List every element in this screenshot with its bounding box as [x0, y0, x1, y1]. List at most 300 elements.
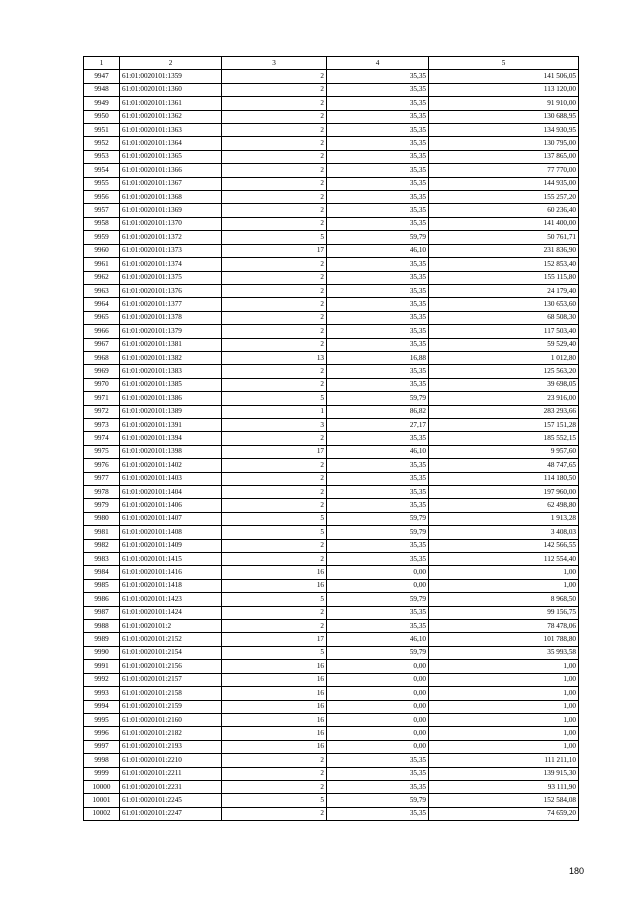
- table-cell: 10002: [84, 807, 120, 820]
- table-cell: 0,00: [327, 566, 429, 579]
- table-cell: 35,35: [327, 620, 429, 633]
- table-cell: 2: [222, 83, 327, 96]
- table-cell: 35,35: [327, 177, 429, 190]
- column-header-1: 1: [84, 57, 120, 70]
- table-cell: 61:01:0020101:1365: [120, 150, 222, 163]
- table-cell: 99 156,75: [429, 606, 579, 619]
- table-cell: 9962: [84, 271, 120, 284]
- table-cell: 35,35: [327, 767, 429, 780]
- table-cell: 1 012,80: [429, 351, 579, 364]
- table-cell: 142 566,55: [429, 539, 579, 552]
- table-cell: 24 179,40: [429, 284, 579, 297]
- table-cell: 9979: [84, 499, 120, 512]
- table-row: [84, 579, 579, 592]
- table-row: [84, 633, 579, 646]
- table-cell: 35,35: [327, 271, 429, 284]
- table-cell: 9985: [84, 579, 120, 592]
- table-cell: 9977: [84, 472, 120, 485]
- table-cell: 2: [222, 378, 327, 391]
- table-cell: 9988: [84, 620, 120, 633]
- table-cell: 61:01:0020101:2211: [120, 767, 222, 780]
- table-cell: 0,00: [327, 687, 429, 700]
- table-row: [84, 271, 579, 284]
- table-cell: 9966: [84, 325, 120, 338]
- table-cell: 117 503,40: [429, 325, 579, 338]
- table-cell: 35,35: [327, 472, 429, 485]
- table-cell: 9991: [84, 660, 120, 673]
- table-cell: 1,00: [429, 673, 579, 686]
- table-cell: 61:01:0020101:1402: [120, 459, 222, 472]
- table-cell: 61:01:0020101:1373: [120, 244, 222, 257]
- table-row: [84, 807, 579, 820]
- table-row: [84, 754, 579, 767]
- table-cell: 2: [222, 97, 327, 110]
- table-cell: 9956: [84, 191, 120, 204]
- table-cell: 35,35: [327, 217, 429, 230]
- table-cell: 59,79: [327, 646, 429, 659]
- table-cell: 111 211,10: [429, 754, 579, 767]
- table-cell: 155 115,80: [429, 271, 579, 284]
- table-cell: 2: [222, 767, 327, 780]
- table-row: [84, 687, 579, 700]
- table-cell: 9961: [84, 258, 120, 271]
- table-cell: 9987: [84, 606, 120, 619]
- table-cell: 141 506,05: [429, 70, 579, 83]
- table-cell: 5: [222, 526, 327, 539]
- table-cell: 61:01:0020101:1376: [120, 284, 222, 297]
- table-row: [84, 311, 579, 324]
- table-cell: 59,79: [327, 392, 429, 405]
- table-cell: 9978: [84, 486, 120, 499]
- table-cell: 61:01:0020101:1403: [120, 472, 222, 485]
- table-cell: 9981: [84, 526, 120, 539]
- table-cell: 35,35: [327, 137, 429, 150]
- table-cell: 5: [222, 512, 327, 525]
- table-cell: 1,00: [429, 687, 579, 700]
- table-cell: 61:01:0020101:2193: [120, 740, 222, 753]
- table-cell: 9974: [84, 432, 120, 445]
- table-cell: 2: [222, 780, 327, 793]
- table-cell: 35,35: [327, 258, 429, 271]
- table-cell: 2: [222, 499, 327, 512]
- table-cell: 112 554,40: [429, 553, 579, 566]
- table-cell: 155 257,20: [429, 191, 579, 204]
- table-row: [84, 606, 579, 619]
- table-cell: 35,35: [327, 150, 429, 163]
- table-cell: 62 498,80: [429, 499, 579, 512]
- data-table: [83, 56, 579, 821]
- table-cell: 16: [222, 579, 327, 592]
- table-cell: 9958: [84, 217, 120, 230]
- table-row: [84, 284, 579, 297]
- table-cell: 2: [222, 137, 327, 150]
- table-cell: 16: [222, 673, 327, 686]
- table-cell: 125 563,20: [429, 365, 579, 378]
- table-cell: 61:01:0020101:2158: [120, 687, 222, 700]
- table-cell: 16,88: [327, 351, 429, 364]
- table-cell: 35,35: [327, 70, 429, 83]
- table-cell: 59,79: [327, 593, 429, 606]
- table-cell: 130 653,60: [429, 298, 579, 311]
- table-row: [84, 646, 579, 659]
- table-cell: 9990: [84, 646, 120, 659]
- table-cell: 61:01:0020101:1389: [120, 405, 222, 418]
- table-cell: 61:01:0020101:1416: [120, 566, 222, 579]
- table-cell: 61:01:0020101:1378: [120, 311, 222, 324]
- table-row: [84, 244, 579, 257]
- table-row: [84, 472, 579, 485]
- table-cell: 2: [222, 807, 327, 820]
- table-cell: 35,35: [327, 204, 429, 217]
- column-header-4: 4: [327, 57, 429, 70]
- table-cell: 5: [222, 392, 327, 405]
- table-cell: 2: [222, 539, 327, 552]
- table-cell: 9998: [84, 754, 120, 767]
- table-cell: 9976: [84, 459, 120, 472]
- table-cell: 2: [222, 311, 327, 324]
- table-row: [84, 418, 579, 431]
- table-cell: 61:01:0020101:1374: [120, 258, 222, 271]
- table-row: [84, 713, 579, 726]
- table-cell: 185 552,15: [429, 432, 579, 445]
- table-row: [84, 700, 579, 713]
- table-cell: 9989: [84, 633, 120, 646]
- table-cell: 9953: [84, 150, 120, 163]
- table-row: [84, 365, 579, 378]
- table-cell: 16: [222, 713, 327, 726]
- table-cell: 61:01:0020101:1361: [120, 97, 222, 110]
- table-cell: 9955: [84, 177, 120, 190]
- table-cell: 16: [222, 740, 327, 753]
- table-row: [84, 673, 579, 686]
- table-cell: 0,00: [327, 713, 429, 726]
- table-cell: 61:01:0020101:1368: [120, 191, 222, 204]
- table-cell: 113 120,00: [429, 83, 579, 96]
- table-cell: 61:01:0020101:1386: [120, 392, 222, 405]
- column-header-3: 3: [222, 57, 327, 70]
- table-cell: 2: [222, 606, 327, 619]
- table-cell: 35,35: [327, 325, 429, 338]
- table-row: [84, 110, 579, 123]
- table-cell: 61:01:0020101:1382: [120, 351, 222, 364]
- table-cell: 9973: [84, 418, 120, 431]
- table-cell: 46,10: [327, 633, 429, 646]
- table-cell: 35,35: [327, 298, 429, 311]
- table-cell: 283 293,66: [429, 405, 579, 418]
- table-cell: 35,35: [327, 486, 429, 499]
- table-cell: 61:01:0020101:2210: [120, 754, 222, 767]
- table-cell: 17: [222, 445, 327, 458]
- table-row: [84, 593, 579, 606]
- table-cell: 5: [222, 593, 327, 606]
- table-cell: 9975: [84, 445, 120, 458]
- table-cell: 231 836,90: [429, 244, 579, 257]
- table-cell: 0,00: [327, 700, 429, 713]
- table-cell: 152 584,08: [429, 794, 579, 807]
- table-cell: 35,35: [327, 459, 429, 472]
- table-cell: 1,00: [429, 579, 579, 592]
- table-cell: 61:01:0020101:1372: [120, 231, 222, 244]
- table-cell: 9960: [84, 244, 120, 257]
- table-cell: 2: [222, 486, 327, 499]
- table-cell: 93 111,90: [429, 780, 579, 793]
- table-row: [84, 83, 579, 96]
- table-cell: 5: [222, 231, 327, 244]
- table-row: [84, 566, 579, 579]
- table-cell: 2: [222, 472, 327, 485]
- table-cell: 59,79: [327, 231, 429, 244]
- table-row: [84, 191, 579, 204]
- table-cell: 61:01:0020101:2: [120, 620, 222, 633]
- table-cell: 35,35: [327, 432, 429, 445]
- table-cell: 2: [222, 110, 327, 123]
- table-cell: 10000: [84, 780, 120, 793]
- table-cell: 35,35: [327, 124, 429, 137]
- table-cell: 59 529,40: [429, 338, 579, 351]
- table-cell: 91 910,00: [429, 97, 579, 110]
- table-cell: 9997: [84, 740, 120, 753]
- table-cell: 2: [222, 620, 327, 633]
- table-cell: 2: [222, 164, 327, 177]
- table-cell: 8 968,50: [429, 593, 579, 606]
- table-cell: 17: [222, 244, 327, 257]
- table-row: [84, 338, 579, 351]
- table-cell: 35,35: [327, 807, 429, 820]
- header-row: [84, 57, 579, 70]
- table-row: [84, 325, 579, 338]
- table-cell: 0,00: [327, 579, 429, 592]
- table-cell: 61:01:0020101:1408: [120, 526, 222, 539]
- table-cell: 3 408,03: [429, 526, 579, 539]
- table-row: [84, 740, 579, 753]
- table-cell: 9999: [84, 767, 120, 780]
- table-cell: 61:01:0020101:2247: [120, 807, 222, 820]
- table-cell: 2: [222, 432, 327, 445]
- table-cell: 68 508,30: [429, 311, 579, 324]
- table-cell: 9996: [84, 727, 120, 740]
- table-cell: 10001: [84, 794, 120, 807]
- table-cell: 1,00: [429, 660, 579, 673]
- table-cell: 9982: [84, 539, 120, 552]
- table-cell: 35,35: [327, 284, 429, 297]
- table-cell: 35,35: [327, 311, 429, 324]
- table-row: [84, 258, 579, 271]
- table-cell: 16: [222, 566, 327, 579]
- table-row: [84, 405, 579, 418]
- table-row: [84, 794, 579, 807]
- table-cell: 130 688,95: [429, 110, 579, 123]
- table-cell: 35,35: [327, 539, 429, 552]
- table-row: [84, 204, 579, 217]
- table-cell: 9967: [84, 338, 120, 351]
- table-cell: 27,17: [327, 418, 429, 431]
- table-cell: 61:01:0020101:2231: [120, 780, 222, 793]
- table-cell: 9994: [84, 700, 120, 713]
- table-cell: 61:01:0020101:1367: [120, 177, 222, 190]
- table-cell: 86,82: [327, 405, 429, 418]
- table-cell: 152 853,40: [429, 258, 579, 271]
- table-row: [84, 512, 579, 525]
- table-cell: 35,35: [327, 83, 429, 96]
- table-cell: 134 930,95: [429, 124, 579, 137]
- table-cell: 61:01:0020101:1415: [120, 553, 222, 566]
- table-cell: 74 659,20: [429, 807, 579, 820]
- table-row: [84, 137, 579, 150]
- table-cell: 9970: [84, 378, 120, 391]
- table-cell: 101 788,80: [429, 633, 579, 646]
- table-cell: 9986: [84, 593, 120, 606]
- table-cell: 23 916,00: [429, 392, 579, 405]
- table-cell: 2: [222, 298, 327, 311]
- table-cell: 2: [222, 124, 327, 137]
- table-cell: 61:01:0020101:2159: [120, 700, 222, 713]
- table-row: [84, 97, 579, 110]
- table-row: [84, 432, 579, 445]
- table-cell: 61:01:0020101:1391: [120, 418, 222, 431]
- table-cell: 60 236,40: [429, 204, 579, 217]
- table-row: [84, 459, 579, 472]
- table-cell: 0,00: [327, 727, 429, 740]
- table-row: [84, 660, 579, 673]
- table-cell: 77 770,00: [429, 164, 579, 177]
- table-row: [84, 392, 579, 405]
- table-cell: 50 761,71: [429, 231, 579, 244]
- table-cell: 2: [222, 70, 327, 83]
- table-cell: 9963: [84, 284, 120, 297]
- table-cell: 46,10: [327, 445, 429, 458]
- table-cell: 61:01:0020101:1370: [120, 217, 222, 230]
- table-row: [84, 70, 579, 83]
- table-cell: 46,10: [327, 244, 429, 257]
- table-row: [84, 150, 579, 163]
- table-cell: 61:01:0020101:2245: [120, 794, 222, 807]
- table-cell: 13: [222, 351, 327, 364]
- column-header-5: 5: [429, 57, 579, 70]
- table-cell: 61:01:0020101:2152: [120, 633, 222, 646]
- table-cell: 35,35: [327, 191, 429, 204]
- table-cell: 197 960,00: [429, 486, 579, 499]
- table-cell: 61:01:0020101:2160: [120, 713, 222, 726]
- table-cell: 61:01:0020101:2156: [120, 660, 222, 673]
- table-cell: 1 913,28: [429, 512, 579, 525]
- table-cell: 61:01:0020101:1379: [120, 325, 222, 338]
- table-cell: 2: [222, 217, 327, 230]
- table-cell: 137 865,00: [429, 150, 579, 163]
- table-cell: 9949: [84, 97, 120, 110]
- table-row: [84, 298, 579, 311]
- table-cell: 9957: [84, 204, 120, 217]
- table-cell: 61:01:0020101:1398: [120, 445, 222, 458]
- table-cell: 9 957,60: [429, 445, 579, 458]
- table-cell: 35,35: [327, 754, 429, 767]
- table-row: [84, 727, 579, 740]
- table-cell: 0,00: [327, 673, 429, 686]
- table-cell: 16: [222, 727, 327, 740]
- table-cell: 2: [222, 284, 327, 297]
- table-cell: 2: [222, 150, 327, 163]
- table-cell: 9959: [84, 231, 120, 244]
- table-cell: 16: [222, 687, 327, 700]
- table-cell: 2: [222, 553, 327, 566]
- table-cell: 9993: [84, 687, 120, 700]
- table-row: [84, 526, 579, 539]
- table-cell: 9984: [84, 566, 120, 579]
- table-cell: 1,00: [429, 740, 579, 753]
- table-cell: 39 698,05: [429, 378, 579, 391]
- table-cell: 1,00: [429, 713, 579, 726]
- table-row: [84, 486, 579, 499]
- table-row: [84, 217, 579, 230]
- table-cell: 48 747,65: [429, 459, 579, 472]
- table-cell: 9954: [84, 164, 120, 177]
- table-cell: 35,35: [327, 164, 429, 177]
- table-row: [84, 539, 579, 552]
- table-cell: 157 151,28: [429, 418, 579, 431]
- table-cell: 2: [222, 204, 327, 217]
- table-cell: 61:01:0020101:1424: [120, 606, 222, 619]
- table-cell: 16: [222, 700, 327, 713]
- table-cell: 61:01:0020101:1407: [120, 512, 222, 525]
- table-cell: 61:01:0020101:2182: [120, 727, 222, 740]
- table-cell: 59,79: [327, 526, 429, 539]
- table-cell: 61:01:0020101:1362: [120, 110, 222, 123]
- table-cell: 59,79: [327, 794, 429, 807]
- table-row: [84, 164, 579, 177]
- table-cell: 61:01:0020101:1366: [120, 164, 222, 177]
- table-row: [84, 553, 579, 566]
- table-cell: 16: [222, 660, 327, 673]
- table-cell: 35,35: [327, 378, 429, 391]
- table-cell: 2: [222, 459, 327, 472]
- table-cell: 9995: [84, 713, 120, 726]
- table-cell: 61:01:0020101:1364: [120, 137, 222, 150]
- table-cell: 9972: [84, 405, 120, 418]
- table-row: [84, 231, 579, 244]
- page-number: 180: [568, 866, 584, 876]
- table-cell: 9952: [84, 137, 120, 150]
- table-cell: 61:01:0020101:1381: [120, 338, 222, 351]
- table-cell: 35,35: [327, 110, 429, 123]
- table-cell: 9992: [84, 673, 120, 686]
- table-cell: 2: [222, 338, 327, 351]
- table-cell: 2: [222, 191, 327, 204]
- table-cell: 9971: [84, 392, 120, 405]
- table-cell: 2: [222, 365, 327, 378]
- table-cell: 35,35: [327, 338, 429, 351]
- table-cell: 61:01:0020101:1418: [120, 579, 222, 592]
- table-row: [84, 351, 579, 364]
- table-cell: 61:01:0020101:1404: [120, 486, 222, 499]
- table-cell: 3: [222, 418, 327, 431]
- table-cell: 1,00: [429, 727, 579, 740]
- table-cell: 1,00: [429, 700, 579, 713]
- table-cell: 9950: [84, 110, 120, 123]
- table-row: [84, 378, 579, 391]
- table-cell: 35,35: [327, 553, 429, 566]
- table-cell: 0,00: [327, 660, 429, 673]
- table-cell: 144 935,00: [429, 177, 579, 190]
- table-cell: 59,79: [327, 512, 429, 525]
- table-cell: 9968: [84, 351, 120, 364]
- table-cell: 2: [222, 177, 327, 190]
- table-cell: 17: [222, 633, 327, 646]
- table-cell: 61:01:0020101:1359: [120, 70, 222, 83]
- table-cell: 61:01:0020101:1377: [120, 298, 222, 311]
- table-cell: 9951: [84, 124, 120, 137]
- table-cell: 61:01:0020101:2157: [120, 673, 222, 686]
- table-cell: 61:01:0020101:2154: [120, 646, 222, 659]
- table-cell: 35,35: [327, 365, 429, 378]
